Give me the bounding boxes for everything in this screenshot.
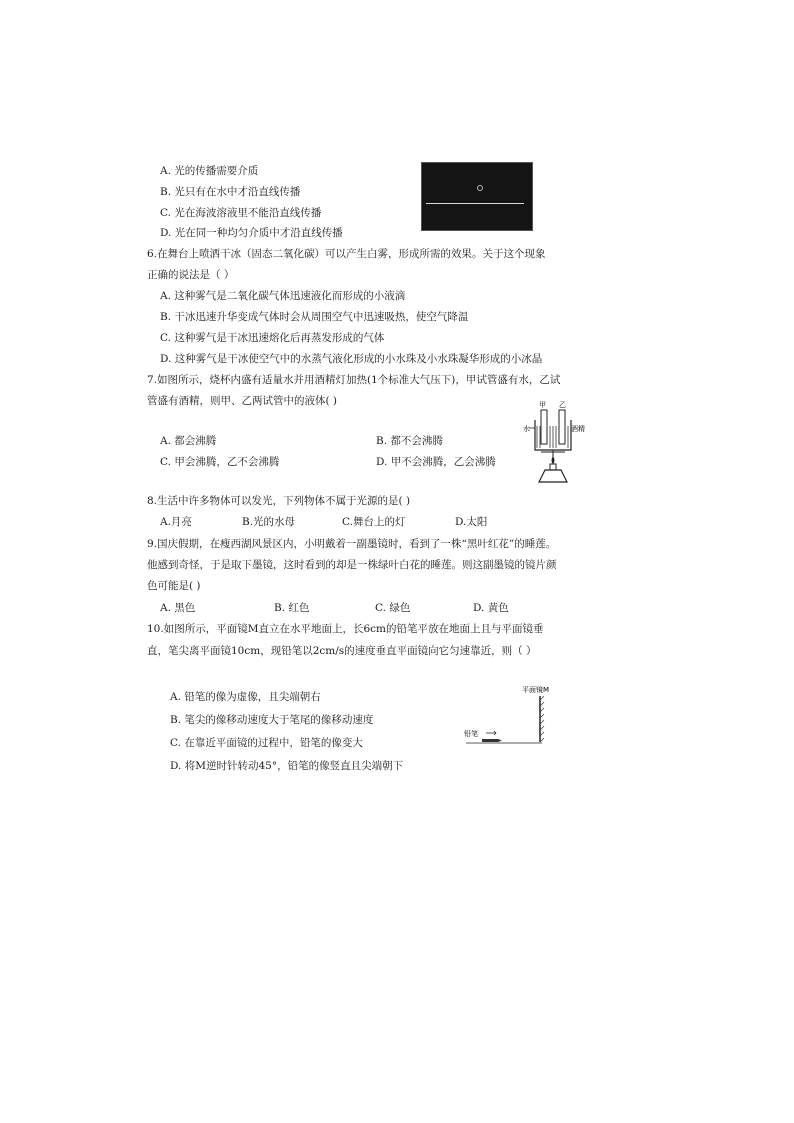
q7-option-d: D. 甲不会沸腾，乙会沸腾 <box>376 456 496 468</box>
q5-figure-light-photo <box>421 162 533 231</box>
q9-stem-line3: 色可能是( ) <box>147 580 201 592</box>
q7-option-a: A. 都会沸腾 <box>160 435 217 447</box>
q7-stem-line1: 7.如图所示，烧杯内盛有适量水并用酒精灯加热(1个标准大气压下)，甲试管盛有水，乙试 <box>147 374 561 386</box>
q9-option-c: C. 绿色 <box>375 602 411 614</box>
alcohol-label: 酒精 <box>571 425 585 433</box>
q6-stem-line1: 6.在舞台上喷洒干冰（固态二氧化碳）可以产生白雾，形成所需的效果。关于这个现象 <box>147 248 546 260</box>
q6-option-b: B. 干冰迅速升华变成气体时会从周围空气中迅速吸热，使空气降温 <box>160 311 469 323</box>
q5-option-c: C. 光在海波溶液里不能沿直线传播 <box>160 207 322 219</box>
q6-option-d: D. 这种雾气是干冰使空气中的水蒸气液化形成的小水珠及小水珠凝华形成的小冰晶 <box>160 353 543 365</box>
q10-option-b: B. 笔尖的像移动速度大于笔尾的像移动速度 <box>170 714 374 726</box>
q9-option-a: A. 黑色 <box>160 602 196 614</box>
q10-stem-line1: 10.如图所示，平面镜M直立在水平地面上，长6cm的铅笔平放在地面上且与平面镜垂 <box>147 623 544 635</box>
q10-option-a: A. 铅笔的像为虚像，且尖端朝右 <box>170 691 321 703</box>
pencil-label: 铅笔 <box>464 730 478 738</box>
laser-source-mark <box>477 185 483 191</box>
arrow-right-icon <box>486 731 496 735</box>
q10-option-c: C. 在靠近平面镜的过程中，铅笔的像变大 <box>170 737 363 749</box>
q7-stem-line2: 管盛有酒精，则甲、乙两试管中的液体( ) <box>147 395 338 407</box>
q6-option-c: C. 这种雾气是干冰迅速熔化后再蒸发形成的气体 <box>160 332 385 344</box>
q6-option-a: A. 这种雾气是二氧化碳气体迅速液化而形成的小液滴 <box>160 290 406 302</box>
q9-option-d: D. 黄色 <box>473 602 509 614</box>
q8-option-c: C.舞台上的灯 <box>342 516 406 528</box>
flame <box>552 456 555 464</box>
q7-figure-beaker-apparatus <box>523 398 583 488</box>
q8-option-d: D.太阳 <box>455 516 488 528</box>
q8-option-a: A.月亮 <box>160 516 192 528</box>
laser-beam <box>426 203 524 204</box>
q10-option-d: D. 将M逆时针转动45°，铅笔的像竖直且尖端朝下 <box>170 760 404 772</box>
q9-stem-line2: 他感到奇怪，于是取下墨镜，这时看到的却是一株绿叶白花的睡莲。则这副墨镜的镜片颜 <box>147 559 557 571</box>
pencil <box>482 739 498 742</box>
test-tube-jia <box>541 410 547 444</box>
test-tube-yi <box>559 410 565 444</box>
q9-option-b: B. 红色 <box>274 602 310 614</box>
q9-stem-line1: 9.国庆假期，在瘦西湖风景区内，小明戴着一副墨镜时，看到了一株“黑叶红花”的睡莲。 <box>147 538 557 550</box>
q5-option-b: B. 光只有在水中才沿直线传播 <box>160 186 301 198</box>
mirror-label: 平面镜M <box>522 686 550 694</box>
q10-stem-line2: 直，笔尖离平面镜10cm，现铅笔以2cm/s的速度垂直平面镜向它匀速靠近，则（ ） <box>147 645 537 657</box>
q7-option-b: B. 都不会沸腾 <box>376 435 443 447</box>
q5-option-d: D. 光在同一种均匀介质中才沿直线传播 <box>160 227 343 239</box>
water-label: 水 <box>523 425 530 433</box>
q8-option-b: B.光的水母 <box>242 516 296 528</box>
test-tube-jia-label: 甲 <box>539 401 546 409</box>
q10-figure-mirror-pencil <box>462 682 562 746</box>
alcohol-lamp <box>539 470 567 482</box>
q5-option-a: A. 光的传播需要介质 <box>160 165 259 177</box>
q8-stem: 8.生活中许多物体可以发光，下列物体不属于光源的是( ) <box>147 495 411 507</box>
q6-stem-line2: 正确的说法是（ ） <box>147 269 235 281</box>
q7-option-c: C. 甲会沸腾，乙不会沸腾 <box>160 456 280 468</box>
test-tube-yi-label: 乙 <box>559 401 566 409</box>
